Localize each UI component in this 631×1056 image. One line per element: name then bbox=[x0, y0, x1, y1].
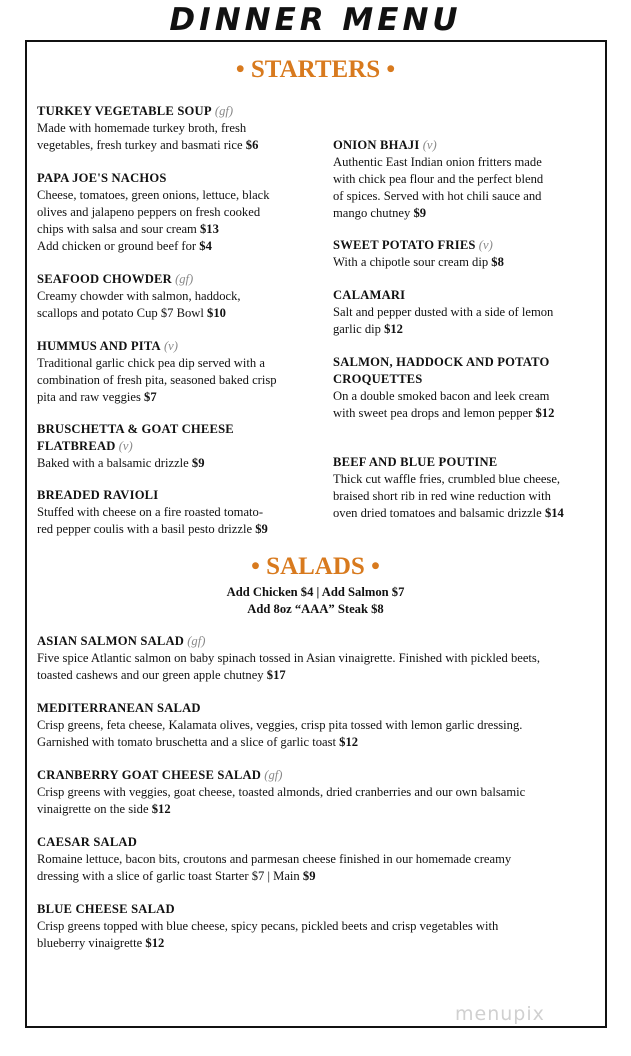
item-description-line bbox=[333, 205, 595, 222]
item-description-text: Crisp greens, feta cheese, Kalamata olives, veggies, crisp pita tossed with lemon garlic dressing. bbox=[37, 718, 523, 732]
menu-item bbox=[37, 834, 597, 885]
watermark-logo: menupix bbox=[455, 1003, 545, 1025]
salad-addons-line-1: Add Chicken $4 | Add Salmon $7 bbox=[226, 585, 405, 599]
item-price: $6 bbox=[245, 138, 259, 152]
salad-addons-line-2: Add 8oz “AAA” Steak $8 bbox=[247, 602, 384, 616]
item-name: BLUE CHEESE SALAD bbox=[37, 902, 175, 916]
item-name: CALAMARI bbox=[333, 288, 406, 302]
item-description-line bbox=[37, 667, 597, 684]
item-description-line bbox=[37, 288, 317, 305]
item-description-line bbox=[37, 187, 317, 204]
item-name-continued: CROQUETTES bbox=[333, 372, 423, 386]
item-description-line bbox=[37, 221, 317, 238]
item-name: PAPA JOE'S NACHOS bbox=[37, 171, 167, 185]
item-price: $12 bbox=[151, 802, 171, 816]
item-description-line bbox=[37, 204, 317, 221]
item-name: SALMON, HADDOCK AND POTATO bbox=[333, 355, 550, 369]
item-price: $8 bbox=[491, 255, 504, 269]
item-description-text: Crisp greens with veggies, goat cheese, toasted almonds, dried cranberries and our own balsamic bbox=[37, 785, 526, 799]
item-price: $10 bbox=[207, 306, 226, 320]
menu-item bbox=[333, 137, 595, 222]
menu-item bbox=[37, 421, 317, 472]
menu-title: DINNER MENU bbox=[169, 2, 462, 38]
item-description-line bbox=[37, 305, 317, 322]
item-description-text: Crisp greens topped with blue cheese, spicy pecans, pickled beets and crisp vegetables with bbox=[37, 919, 499, 933]
item-name: ONION BHAJI bbox=[333, 138, 420, 152]
item-name: TURKEY VEGETABLE SOUP bbox=[37, 104, 212, 118]
item-description-line bbox=[37, 717, 597, 734]
item-name: HUMMUS AND PITA bbox=[37, 339, 161, 353]
item-description-line bbox=[37, 355, 317, 372]
item-price: $7 bbox=[144, 390, 157, 404]
item-name: BEEF AND BLUE POUTINE bbox=[333, 455, 498, 469]
item-description-text: Five spice Atlantic salmon on baby spinach tossed in Asian vinaigrette. Finished with pickled beets, bbox=[37, 651, 540, 665]
menu-item bbox=[333, 287, 595, 338]
item-description-text: Creamy chowder with salmon, haddock, bbox=[37, 289, 241, 303]
item-name: ASIAN SALMON SALAD bbox=[37, 634, 185, 648]
starters-heading: • STARTERS • bbox=[235, 56, 396, 83]
item-description-line bbox=[37, 120, 317, 137]
item-description-line bbox=[333, 388, 595, 405]
item-description-line bbox=[37, 389, 317, 406]
item-description-text: vegetables, fresh turkey and basmati rice bbox=[37, 138, 243, 152]
item-description-line bbox=[37, 137, 317, 154]
item-description-line bbox=[37, 935, 597, 952]
item-name: MEDITERRANEAN SALAD bbox=[37, 701, 201, 715]
item-description-text: Baked with a balsamic drizzle bbox=[37, 456, 189, 470]
item-description-line bbox=[333, 321, 595, 338]
item-description-line bbox=[37, 650, 597, 667]
item-name: CRANBERRY GOAT CHEESE SALAD bbox=[37, 768, 262, 782]
item-description-text: pita and raw veggies bbox=[37, 390, 141, 404]
item-description-text: Romaine lettuce, bacon bits, croutons and parmesan cheese finished in our homemade creamy bbox=[37, 852, 512, 866]
menu-item bbox=[333, 237, 595, 271]
menu-item bbox=[37, 633, 597, 684]
item-description-text: Stuffed with cheese on a fire roasted tomato- bbox=[37, 505, 264, 519]
item-price: $9 bbox=[413, 206, 427, 220]
item-description-text: toasted cashews and our green apple chutney bbox=[37, 668, 264, 682]
menu-item bbox=[37, 767, 597, 818]
item-description-text: olives and jalapeno peppers on fresh cooked bbox=[37, 205, 261, 219]
item-description-line bbox=[333, 505, 595, 522]
item-description-text: On a double smoked bacon and leek cream bbox=[333, 389, 550, 403]
menu-item bbox=[37, 700, 597, 751]
menu-item bbox=[37, 170, 317, 255]
dietary-tag: (gf) bbox=[175, 272, 194, 286]
item-description-line bbox=[37, 455, 317, 472]
item-description-text: of spices. Served with hot chili sauce and bbox=[333, 189, 542, 203]
item-name: BREADED RAVIOLI bbox=[37, 488, 159, 502]
dietary-tag: (v) bbox=[478, 238, 493, 252]
item-description-text: mango chutney bbox=[333, 206, 411, 220]
item-description-text: oven dried tomatoes and balsamic drizzle bbox=[333, 506, 542, 520]
item-extra-text: Add chicken or ground beef for bbox=[37, 239, 197, 253]
item-description-line bbox=[37, 868, 597, 885]
item-description-text: Traditional garlic chick pea dip served with a bbox=[37, 356, 265, 370]
item-description-text: dressing with a slice of garlic toast Starter $7 | Main bbox=[37, 869, 300, 883]
item-description-text: garlic dip bbox=[333, 322, 381, 336]
item-description-text: Garnished with tomato bruschetta and a slice of garlic toast bbox=[37, 735, 337, 749]
item-name: CAESAR SALAD bbox=[37, 835, 138, 849]
item-description-line bbox=[37, 504, 317, 521]
menu-item bbox=[37, 271, 317, 322]
item-description-text: Cheese, tomatoes, green onions, lettuce, black bbox=[37, 188, 270, 202]
item-description-line bbox=[37, 918, 597, 935]
item-description-line bbox=[333, 488, 595, 505]
item-description-line bbox=[37, 372, 317, 389]
item-description-text: vinaigrette on the side bbox=[37, 802, 149, 816]
item-description-text: Salt and pepper dusted with a side of lemon bbox=[333, 305, 554, 319]
item-description-text: blueberry vinaigrette bbox=[37, 936, 143, 950]
dietary-tag: (v) bbox=[163, 339, 178, 353]
item-description-text: scallops and potato Cup $7 Bowl bbox=[37, 306, 204, 320]
menu-item bbox=[37, 338, 317, 406]
dietary-tag: (gf) bbox=[214, 104, 234, 118]
menu-item bbox=[333, 354, 595, 422]
item-description-text: With a chipotle sour cream dip bbox=[333, 255, 489, 269]
item-price: $13 bbox=[199, 222, 219, 236]
item-description-line bbox=[333, 171, 595, 188]
item-name: SEAFOOD CHOWDER bbox=[37, 272, 172, 286]
item-description-line bbox=[333, 188, 595, 205]
item-description-text: with chick pea flour and the perfect blend bbox=[333, 172, 544, 186]
item-description-line bbox=[333, 405, 595, 422]
item-description-line bbox=[37, 851, 597, 868]
item-description-text: red pepper coulis with a basil pesto drizzle bbox=[37, 522, 253, 536]
item-description-line bbox=[37, 521, 317, 538]
item-price: $17 bbox=[266, 668, 286, 682]
item-description-line bbox=[333, 154, 595, 171]
item-description-line bbox=[37, 801, 597, 818]
dietary-tag: (v) bbox=[118, 439, 133, 453]
item-description-text: Made with homemade turkey broth, fresh bbox=[37, 121, 247, 135]
item-price: $9 bbox=[302, 869, 316, 883]
item-name: BRUSCHETTA & GOAT CHEESE bbox=[37, 422, 234, 436]
menu-item bbox=[37, 103, 317, 154]
item-description-line bbox=[37, 734, 597, 751]
dietary-tag: (v) bbox=[422, 138, 437, 152]
item-price: $9 bbox=[255, 522, 268, 536]
dietary-tag: (gf) bbox=[187, 634, 206, 648]
item-description-text: Thick cut waffle fries, crumbled blue cheese, bbox=[333, 472, 561, 486]
item-description-line bbox=[333, 471, 595, 488]
item-description-line bbox=[37, 784, 597, 801]
item-description-text: with sweet pea drops and lemon pepper bbox=[333, 406, 533, 420]
item-extra-line bbox=[37, 238, 317, 255]
item-price: $12 bbox=[339, 735, 359, 749]
item-price: $12 bbox=[384, 322, 403, 336]
item-price: $12 bbox=[535, 406, 555, 420]
menu-item bbox=[37, 901, 597, 952]
item-price: $14 bbox=[544, 506, 564, 520]
salads-heading: • SALADS • bbox=[251, 553, 380, 580]
item-price: $12 bbox=[145, 936, 165, 950]
item-description-line bbox=[333, 254, 595, 271]
item-description-line bbox=[333, 304, 595, 321]
item-extra-price: $4 bbox=[199, 239, 212, 253]
item-description-text: combination of fresh pita, seasoned baked crisp bbox=[37, 373, 277, 387]
menu-item bbox=[333, 454, 595, 522]
item-name-continued: FLATBREAD bbox=[37, 439, 116, 453]
menu-item bbox=[37, 487, 317, 538]
dietary-tag: (gf) bbox=[264, 768, 283, 782]
item-description-text: braised short rib in red wine reduction with bbox=[333, 489, 551, 503]
item-description-text: chips with salsa and sour cream bbox=[37, 222, 197, 236]
item-name: SWEET POTATO FRIES bbox=[333, 238, 476, 252]
item-description-text: Authentic East Indian onion fritters made bbox=[333, 155, 542, 169]
item-price: $9 bbox=[191, 456, 205, 470]
